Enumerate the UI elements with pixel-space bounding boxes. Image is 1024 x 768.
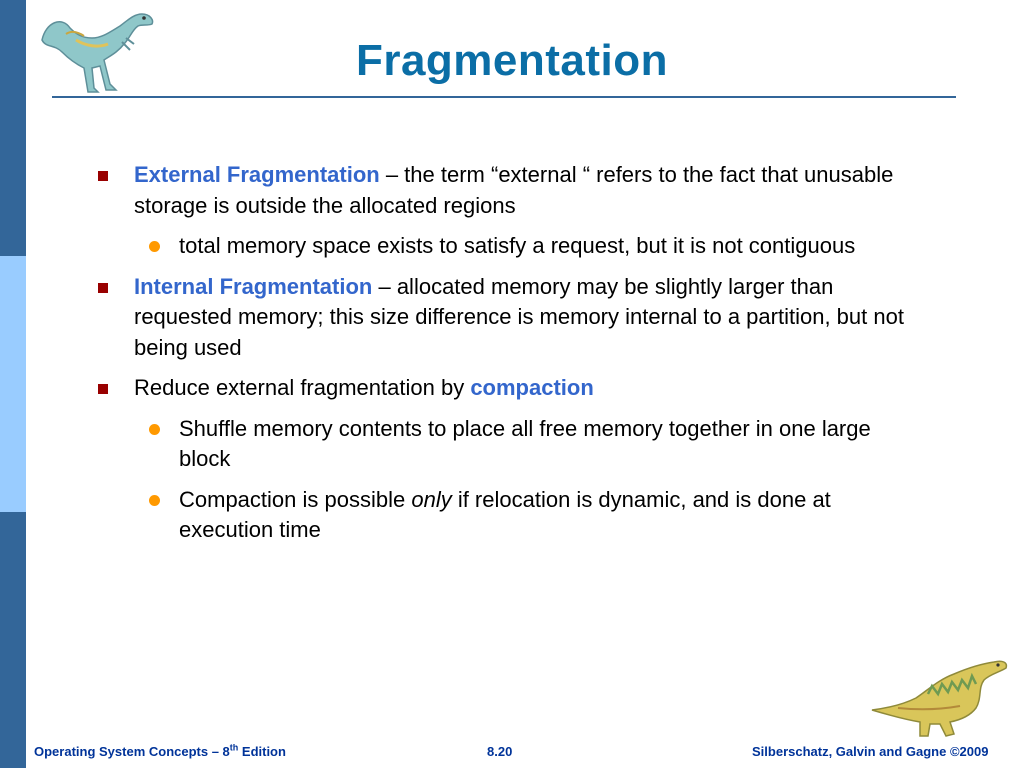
bullet-item-internal-fragmentation	[96, 272, 916, 364]
left-sidebar-bar	[0, 0, 26, 768]
emphasis-only: only	[411, 486, 452, 512]
footer-page-number: 8.20	[487, 744, 513, 759]
footer-book-title-text: Operating System Concepts – 8	[34, 744, 230, 759]
round-bullet-icon	[149, 495, 160, 506]
sub-bullet-item-shuffle	[96, 414, 916, 475]
square-bullet-icon	[98, 384, 108, 394]
bullet-item-compaction	[96, 373, 916, 404]
footer-book-title	[34, 744, 286, 759]
sub-bullet-item-compaction-condition	[96, 485, 916, 546]
bullet-text: – allocated memory may be slightly larger than requested memory; this size difference is memory internal to a partition, but not being used	[134, 273, 904, 360]
bullet-text: Shuffle memory contents to place all free memory together in one large block	[179, 415, 871, 471]
bullet-text-after: if relocation is dynamic, and is done at execution time	[179, 486, 831, 542]
round-bullet-icon	[149, 424, 160, 435]
sub-bullet-item-contiguous	[96, 231, 916, 262]
term-external-fragmentation: External Fragmentation	[134, 162, 380, 187]
slide-title: Fragmentation	[355, 36, 669, 85]
bullet-text-before: Compaction is possible	[179, 486, 412, 512]
footer-authors: Silberschatz, Galvin and Gagne ©2009	[752, 744, 989, 759]
term-internal-fragmentation: Internal Fragmentation	[134, 273, 373, 299]
dinosaur-icon	[868, 654, 1018, 740]
square-bullet-icon	[98, 171, 108, 181]
term-compaction: compaction	[470, 375, 594, 400]
square-bullet-icon	[98, 283, 108, 293]
footer-edition-text: Edition	[238, 744, 286, 759]
bullet-text: total memory space exists to satisfy a request, but it is not contiguous	[179, 233, 856, 258]
round-bullet-icon	[149, 241, 160, 252]
footer-edition-superscript: th	[229, 742, 239, 753]
bullet-item-external-fragmentation	[96, 160, 916, 221]
slide-body	[96, 160, 916, 556]
title-divider	[52, 96, 956, 98]
sidebar-segment-dark-bottom	[0, 512, 26, 768]
bullet-text: – the term “external “ refers to the fact that unusable storage is outside the allocated regions	[134, 162, 894, 218]
sidebar-segment-light	[0, 256, 26, 512]
bullet-text: Reduce external fragmentation by	[134, 375, 471, 400]
